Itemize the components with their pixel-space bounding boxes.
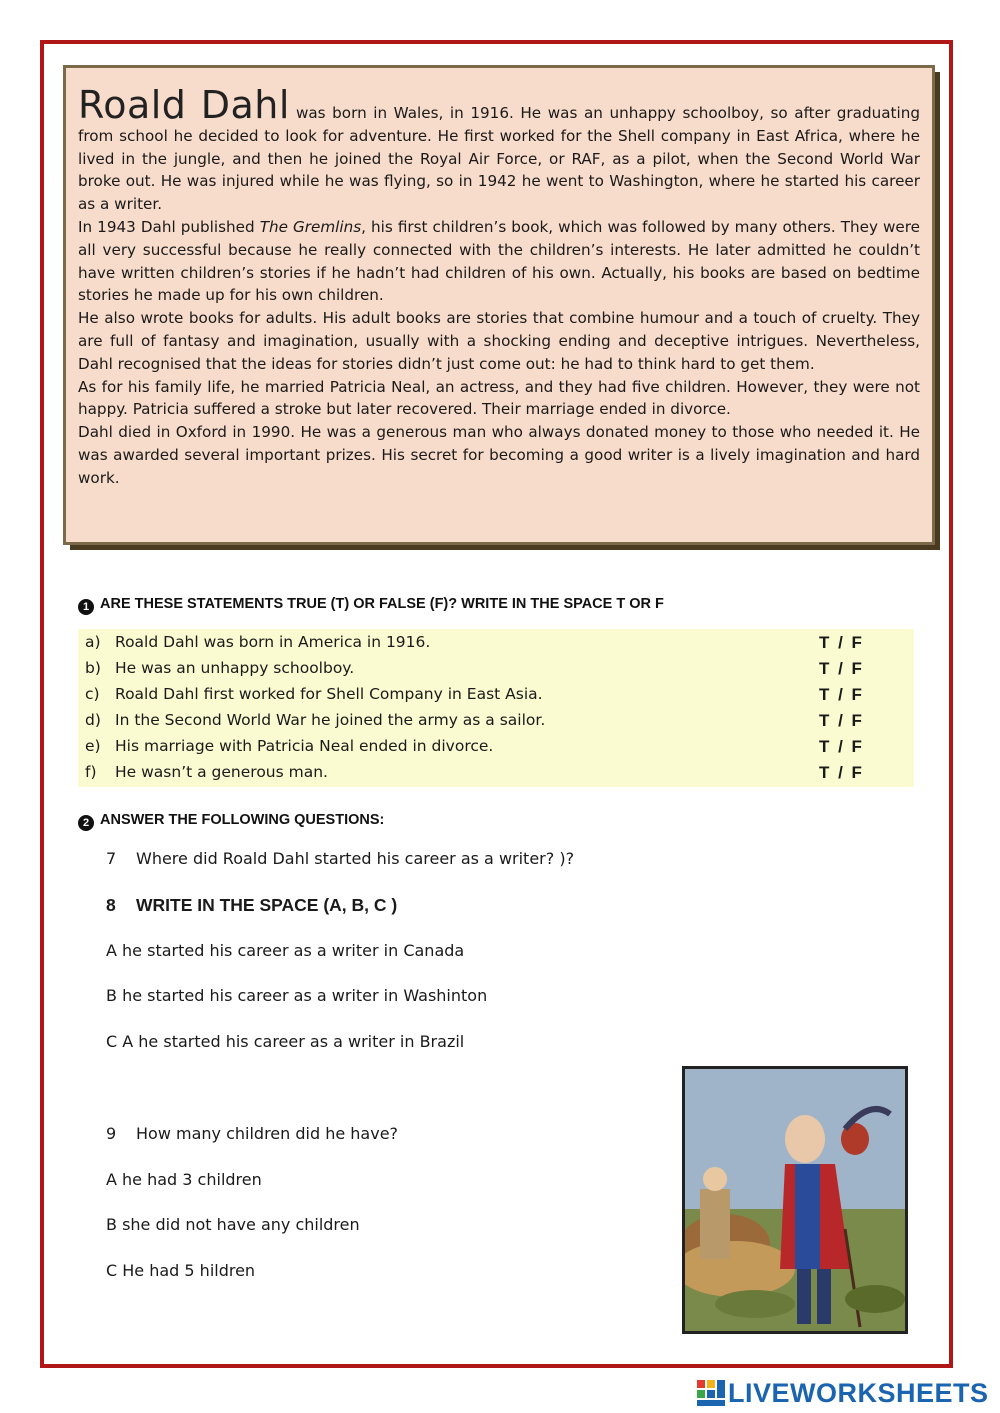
book-title: The Gremlins (259, 217, 362, 236)
q8-option-b[interactable]: B he started his career as a writer in Washinton (106, 986, 488, 1005)
brand-text: LIVEWORKSHEETS (728, 1378, 989, 1408)
question-8: 8 WRITE IN THE SPACE (A, B, C ) (106, 895, 398, 915)
tf-choice-c[interactable]: T / F (819, 685, 864, 704)
q9-option-a[interactable]: A he had 3 children (106, 1170, 262, 1189)
paragraph-5: Dahl died in Oxford in 1990. He was a generous man who always donated money to those who needed it. He was awarded several important prizes. His secret for becoming a good writer is a lively imagination and hard work. (78, 423, 920, 487)
section-2-heading: 2 ANSWER THE FOLLOWING QUESTIONS: (78, 812, 384, 831)
q9-option-c[interactable]: C He had 5 hildren (106, 1261, 256, 1280)
paragraph-2: In 1943 Dahl published The Gremlins, his first children’s book, which was followed by many others. They were all very successful because he really connected with the children’s interests. He later admitted he couldn’t have written children’s stories if he hadn’t had children of his own. Actually, his books are based on bedtime stories he made up for his own children. (78, 217, 921, 305)
tf-choice-a[interactable]: T / F (819, 633, 864, 652)
liveworksheets-logo[interactable] (697, 1378, 989, 1408)
q8-option-c[interactable]: C A he started his career as a writer in Brazil (106, 1032, 465, 1051)
liveworksheets-logo-icon (697, 1380, 725, 1406)
statement-c: c) Roald Dahl first worked for Shell Company in East Asia. T / F (78, 681, 914, 707)
tf-choice-e[interactable]: T / F (819, 737, 864, 756)
paragraph-3: He also wrote books for adults. His adult books are stories that combine humour and a touch of cruelty. They are full of fantasy and imagination, usually with a shocking ending and deceptive intrigues. Nevertheless, Dahl recognised that the ideas for stories didn’t just come out: he had to think hard to get them. (78, 309, 920, 373)
statement-a: a) Roald Dahl was born in America in 1916. T / F (78, 629, 914, 655)
section-2-number: 2 (78, 815, 94, 831)
statement-d: d) In the Second World War he joined the army as a sailor. T / F (78, 707, 914, 733)
roald-dahl-illustration (682, 1066, 908, 1334)
paragraph-4: As for his family life, he married Patricia Neal, an actress, and they had five children. However, they were not happy. Patricia suffered a stroke but later recovered. Their marriage ended in divorce. (78, 377, 920, 419)
illustration-drawing (685, 1069, 905, 1331)
statement-e: e) His marriage with Patricia Neal ended in divorce. T / F (78, 733, 914, 759)
tf-choice-b[interactable]: T / F (819, 659, 864, 678)
section-1-number: 1 (78, 599, 94, 615)
question-9: 9 How many children did he have? (106, 1124, 399, 1143)
tf-choice-d[interactable]: T / F (819, 711, 864, 730)
statement-b: b) He was an unhappy schoolboy. T / F (78, 655, 914, 681)
question-7: 7 Where did Roald Dahl started his career as a writer? )? (106, 849, 575, 868)
tf-choice-f[interactable]: T / F (819, 763, 864, 782)
paragraph-1: Roald Dahl was born in Wales, in 1916. He was an unhappy schoolboy, so after graduating from school he decided to look for adventure. He first worked for the Shell company in East Africa, where he lived in the jungle, and then he joined the Royal Air Force, or RAF, as a pilot, when the Second World War broke out. He was injured while he was flying, so in 1942 he went to Washington, where he started his career as a writer. (78, 83, 920, 214)
q8-option-a[interactable]: A he started his career as a writer in Canada (106, 941, 465, 960)
q9-option-b[interactable]: B she did not have any children (106, 1215, 360, 1234)
reading-passage (63, 65, 935, 545)
statement-f: f) He wasn’t a generous man. T / F (78, 759, 914, 785)
passage-title: Roald Dahl (78, 83, 290, 127)
section-1-heading: 1 ARE THESE STATEMENTS TRUE (T) OR FALSE (F)? WRITE IN THE SPACE T OR F (78, 596, 664, 615)
true-false-list (78, 629, 914, 787)
